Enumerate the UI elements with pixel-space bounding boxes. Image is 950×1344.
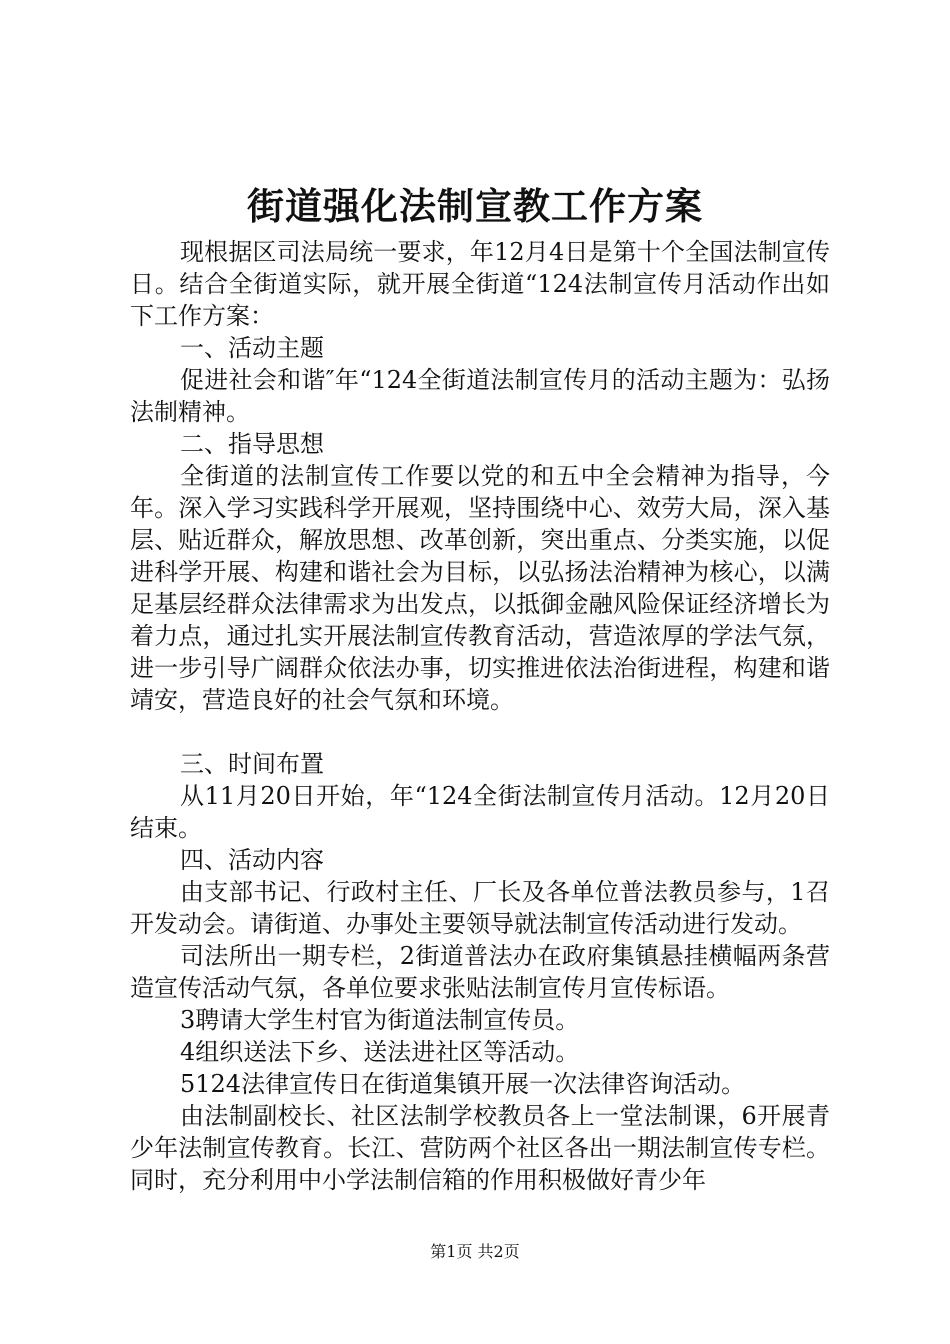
activity-item-1: 由支部书记、行政村主任、厂长及各单位普法教员参与，1召开发动会。请街道、办事处主要领导就法制宣传活动进行发动。 — [130, 878, 830, 938]
document-body — [130, 236, 830, 1196]
section-heading-theme: 一、活动主题 — [180, 334, 324, 362]
intro-paragraph: 现根据区司法局统一要求，年12月4日是第十个全国法制宣传日。结合全街道实际，就开展全街道“124法制宣传月活动作出如下工作方案： — [130, 238, 830, 330]
schedule-paragraph: 从11月20日开始，年“124全街法制宣传月活动。12月20日结束。 — [130, 782, 830, 842]
guiding-thought-paragraph: 全街道的法制宣传工作要以党的和五中全会精神为指导，今年。深入学习实践科学开展观，坚持围绕中心、效劳大局，深入基层、贴近群众，解放思想、改革创新，突出重点、分类实施，以促进科学开展、构建和谐社会为目标，以弘扬法治精神为核心，以满足基层经群众法律需求为出发点，以抵御金融风险保证经济增长为着力点，通过扎实开展法制宣传教育活动，营造浓厚的学法气氛，进一步引导广阔群众依法办事，切实推进依法治街进程，构建和谐靖安，营造良好的社会气氛和环境。 — [130, 462, 830, 714]
page-footer: 第1页 共2页 — [430, 1242, 520, 1261]
theme-paragraph: 促进社会和谐″年“124全街道法制宣传月的活动主题为：弘扬法制精神。 — [130, 366, 830, 426]
activity-item-6: 由法制副校长、社区法制学校教员各上一堂法制课，6开展青少年法制宣传教育。长江、营防两个社区各出一期法制宣传专栏。同时，充分利用中小学法制信箱的作用积极做好青少年 — [130, 1102, 830, 1194]
activity-item-4: 4组织送法下乡、送法进社区等活动。 — [180, 1038, 580, 1066]
blank-line — [130, 716, 830, 748]
section-heading-schedule: 三、时间布置 — [180, 750, 324, 778]
activity-item-3: 3聘请大学生村官为街道法制宣传员。 — [180, 1006, 580, 1034]
activity-item-5: 5124法律宣传日在街道集镇开展一次法律咨询活动。 — [180, 1070, 746, 1098]
section-heading-guiding-thought: 二、指导思想 — [180, 430, 324, 458]
section-heading-activities: 四、活动内容 — [180, 846, 324, 874]
document-title: 街道强化法制宣教工作方案 — [247, 184, 703, 228]
activity-item-2: 司法所出一期专栏，2街道普法办在政府集镇悬挂横幅两条营造宣传活动气氛，各单位要求张贴法制宣传月宣传标语。 — [130, 942, 830, 1002]
